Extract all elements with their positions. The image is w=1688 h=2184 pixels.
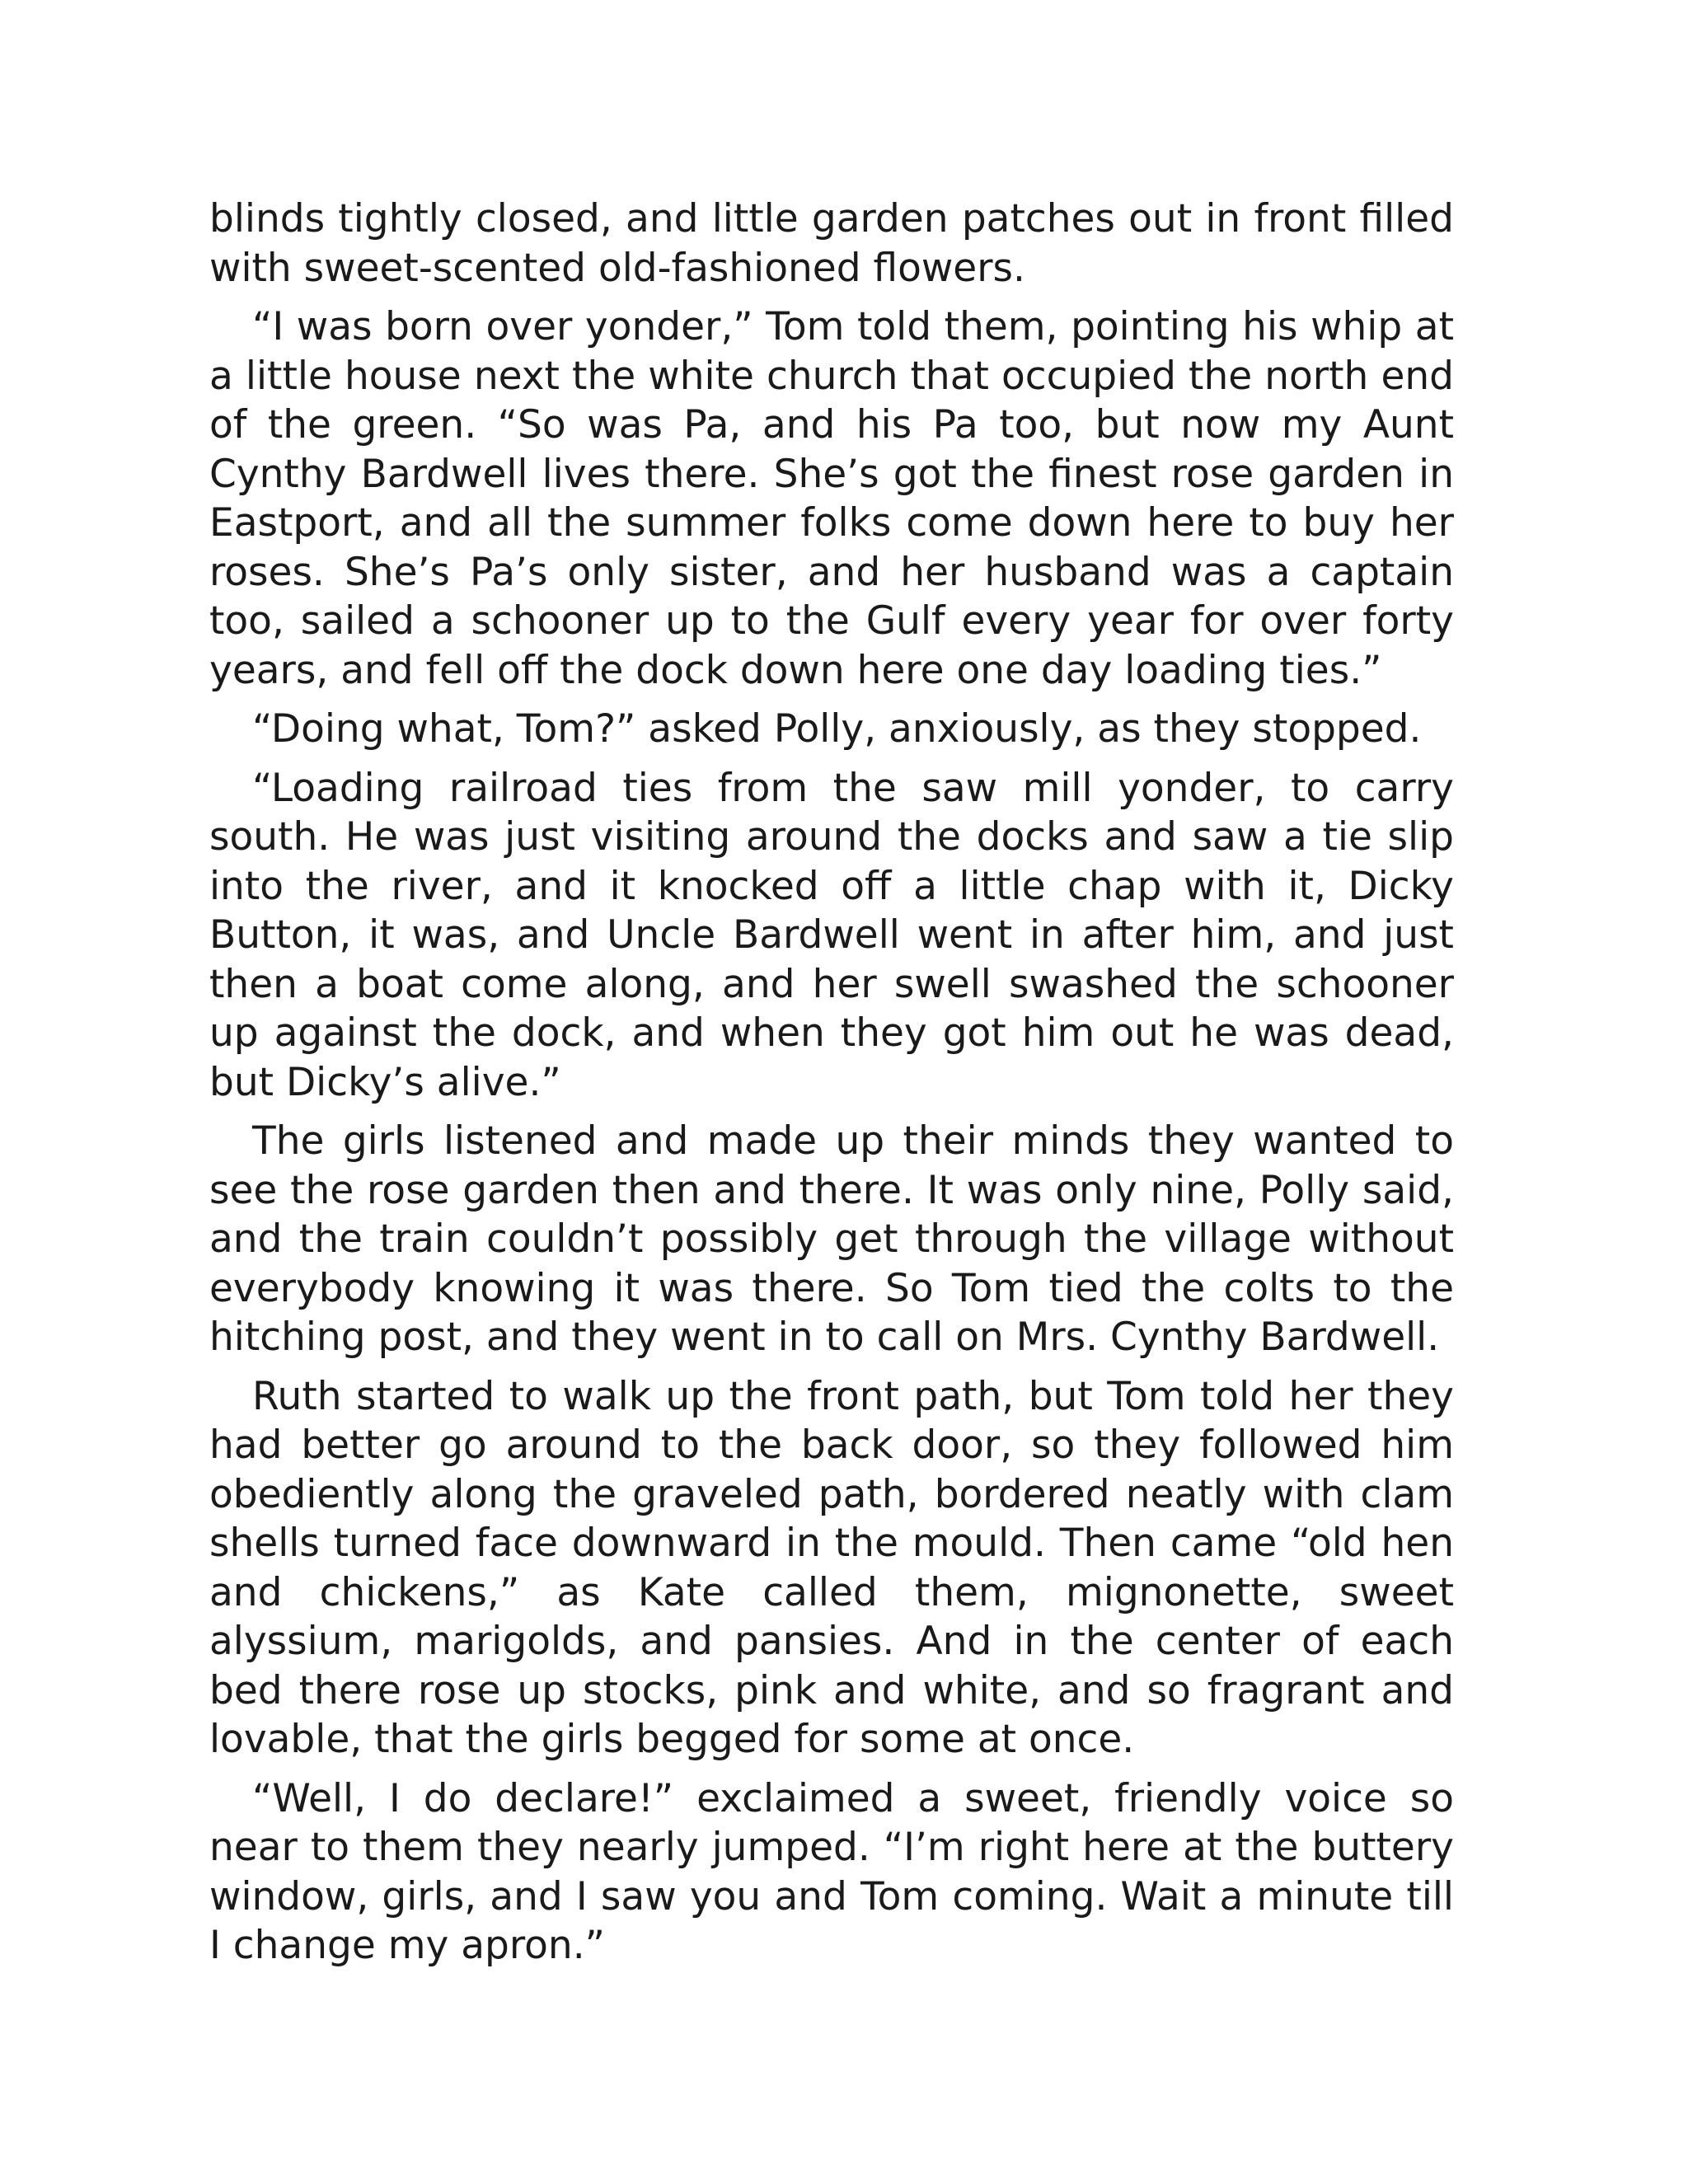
paragraph-loading-ties: “Loading railroad ties from the saw mill yonder, to carry south. He was just visiting around the docks and saw a tie slip into the river, and it knocked off a little chap with it, Dicky Button, it was, and Uncle Bardwell went in after him, and just then a boat come along, and her swell swashed the schooner up against the dock, and when they got him out he was dead, but Dicky’s alive.” — [209, 765, 1454, 1105]
paragraph-well-i-declare: “Well, I do declare!” exclaimed a sweet, friendly voice so near to them they nearly jumped. “I’m right here at the buttery window, girls, and I saw you and Tom coming. Wait a minute till I change my apron.” — [209, 1775, 1454, 1968]
paragraph-doing-what: “Doing what, Tom?” asked Polly, anxiously, as they stopped. — [252, 706, 1422, 752]
paragraph-girls-listened: The girls listened and made up their minds they wanted to see the rose garden then and there. It was only nine, Polly said, and the train couldn’t possibly get through the village without everybody knowing it was there. So Tom tied the colts to the hitching post, and they went in to call on Mrs. Cynthy Bardwell. — [209, 1118, 1454, 1360]
paragraph-continuation: blinds tightly closed, and little garden patches out in front filled with sweet-scented old-fashioned flowers. — [209, 196, 1454, 291]
paragraph-tom-born-yonder: “I was born over yonder,” Tom told them, pointing his whip at a little house next the white church that occupied the north end of the green. “So was Pa, and his Pa too, but now my Aunt Cynthy Bardwell lives there. She’s got the finest rose garden in Eastport, and all the summer folks come down here to buy her roses. She’s Pa’s only sister, and her husband was a captain too, sailed a schooner up to the Gulf every year for over forty years, and fell off the dock down here one day loading ties.” — [209, 304, 1454, 693]
book-page — [209, 194, 1454, 1971]
paragraph-ruth-front-path: Ruth started to walk up the front path, but Tom told her they had better go around to the back door, so they followed him obediently along the graveled path, bordered neatly with clam shells turned face downward in the mould. Then came “old hen and chickens,” as Kate called them, mignonette, sweet alyssium, marigolds, and pansies. And in the center of each bed there rose up stocks, pink and white, and so fragrant and lovable, that the girls begged for some at once. — [209, 1373, 1454, 1762]
